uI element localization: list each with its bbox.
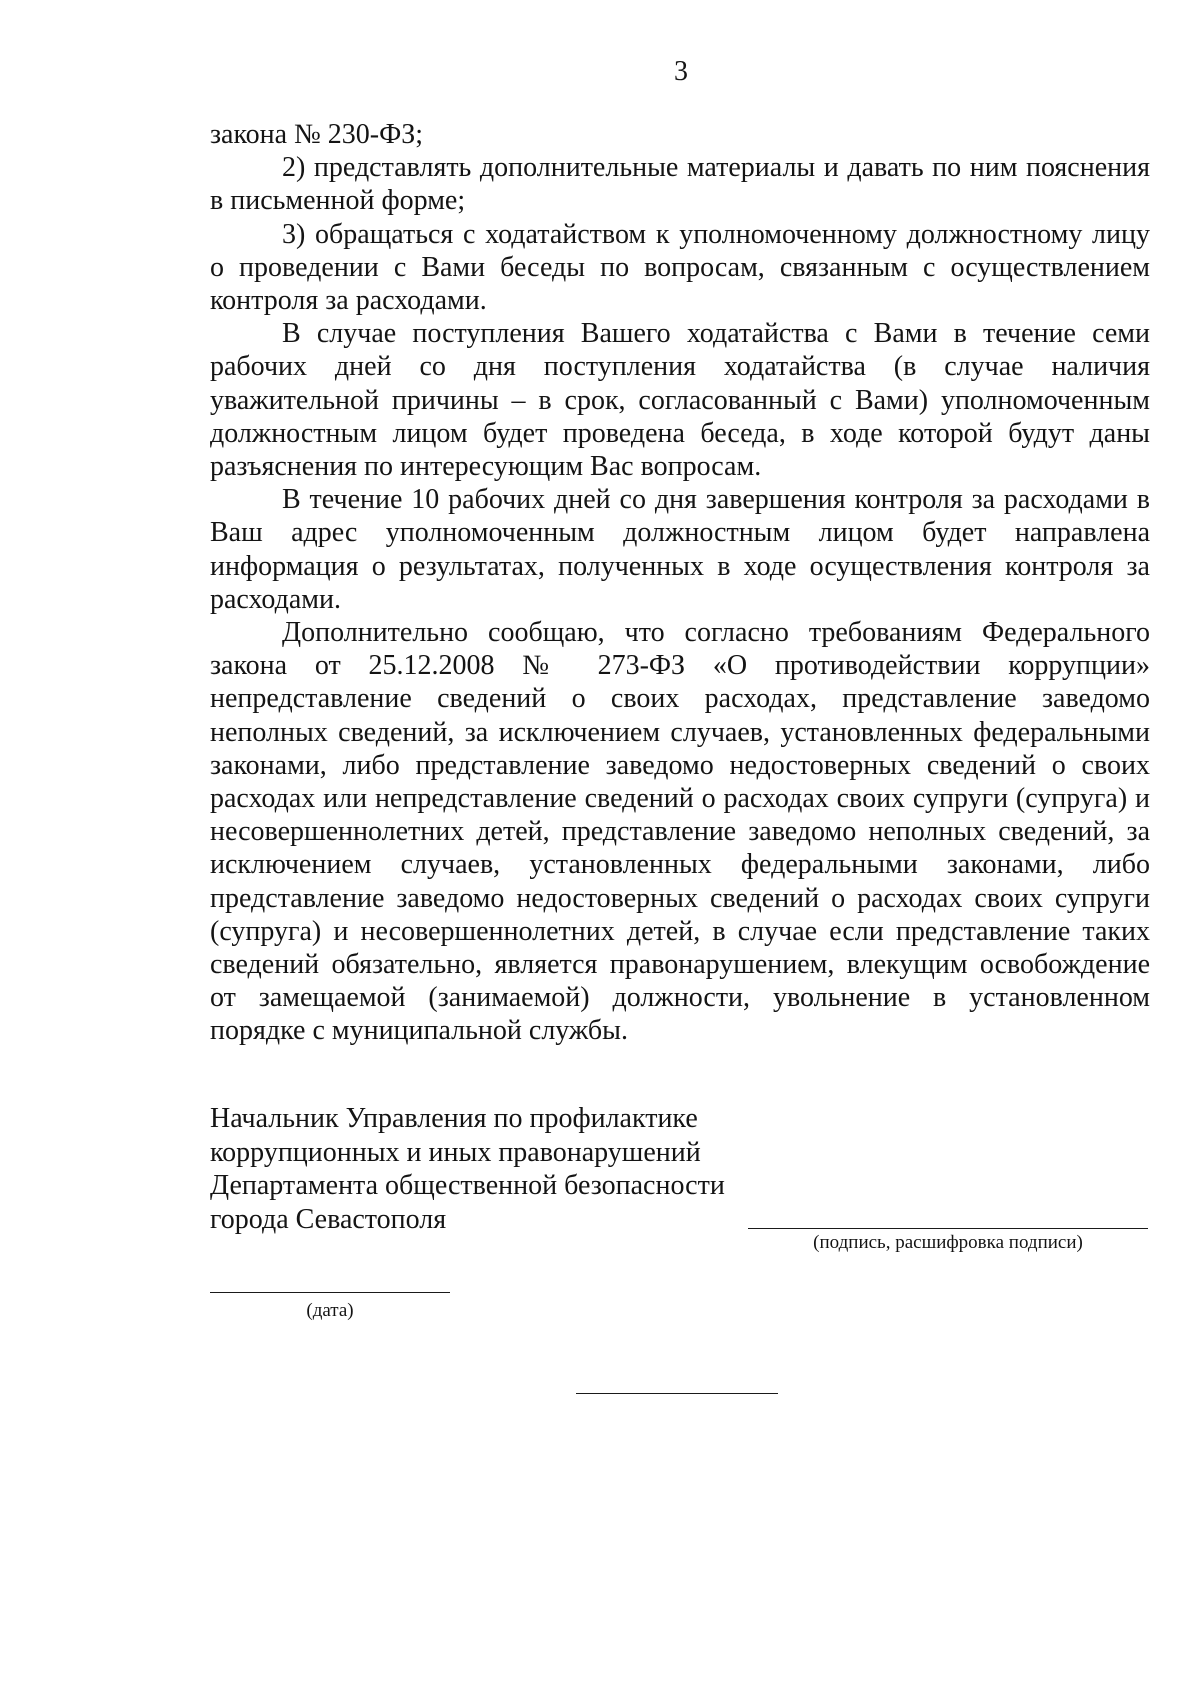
paragraph-3: 3) обращаться с ходатайством к уполномоченному должностному лицу о проведении с Вами беседы по вопросам, связанным с осуществлением контроля за расходами.: [210, 218, 1150, 317]
page-number: 3: [674, 56, 688, 87]
paragraph-4: В случае поступления Вашего ходатайства с Вами в течение семи рабочих дней со дня поступления ходатайства (в случае наличия уважительной причины – в срок, согласованный с Вами) уполномоченным должностным лицом будет проведена беседа, в ходе которой будут даны разъяснения по интересующим Вас вопросам.: [210, 318, 1150, 483]
signatory-line-1: Начальник Управления по профилактике: [210, 1103, 698, 1134]
date-line: [210, 1292, 450, 1293]
signatory-line-3: Департамента общественной безопасности: [210, 1170, 725, 1201]
signatory-line-4: города Севастополя: [210, 1203, 447, 1235]
signatory-line-2: коррупционных и иных правонарушений: [210, 1136, 701, 1168]
paragraph-2: 2) представлять дополнительные материалы и давать по ним пояснения в письменной форме;: [210, 152, 1150, 217]
paragraph-5: В течение 10 рабочих дней со дня завершения контроля за расходами в Ваш адрес уполномоченным должностным лицом будет направлена информация о результатах, полученных в ходе осуществления контроля за расходами.: [210, 484, 1150, 615]
signatory-title: [210, 1102, 725, 1236]
signature-line: [748, 1228, 1148, 1229]
signature-caption: (подпись, расшифровка подписи): [813, 1232, 1083, 1253]
body-text: [210, 118, 1150, 1048]
paragraph-1: закона № 230-ФЗ;: [210, 119, 424, 150]
end-divider: [576, 1393, 778, 1394]
paragraph-6: Дополнительно сообщаю, что согласно требованиям Федерального закона от 25.12.2008 № 273-ФЗ «О противодействии коррупции» непредставление сведений о своих расходах, представление заведомо неполных сведений, за исключением случаев, установленных федеральными законами, либо представление заведомо недостоверных сведений о своих расходах или непредставление сведений о расходах своих супруги (супруга) и несовершеннолетних детей, представление заведомо неполных сведений, за исключением случаев, установленных федеральными законами, либо представление заведомо недостоверных сведений о расходах своих супруги (супруга) и несовершеннолетних детей, в случае если представление таких сведений обязательно, является правонарушением, влекущим освобождение от замещаемой (занимаемой) должности, увольнение в установленном порядке с муниципальной службы.: [210, 617, 1150, 1047]
date-caption: (дата): [306, 1300, 354, 1321]
